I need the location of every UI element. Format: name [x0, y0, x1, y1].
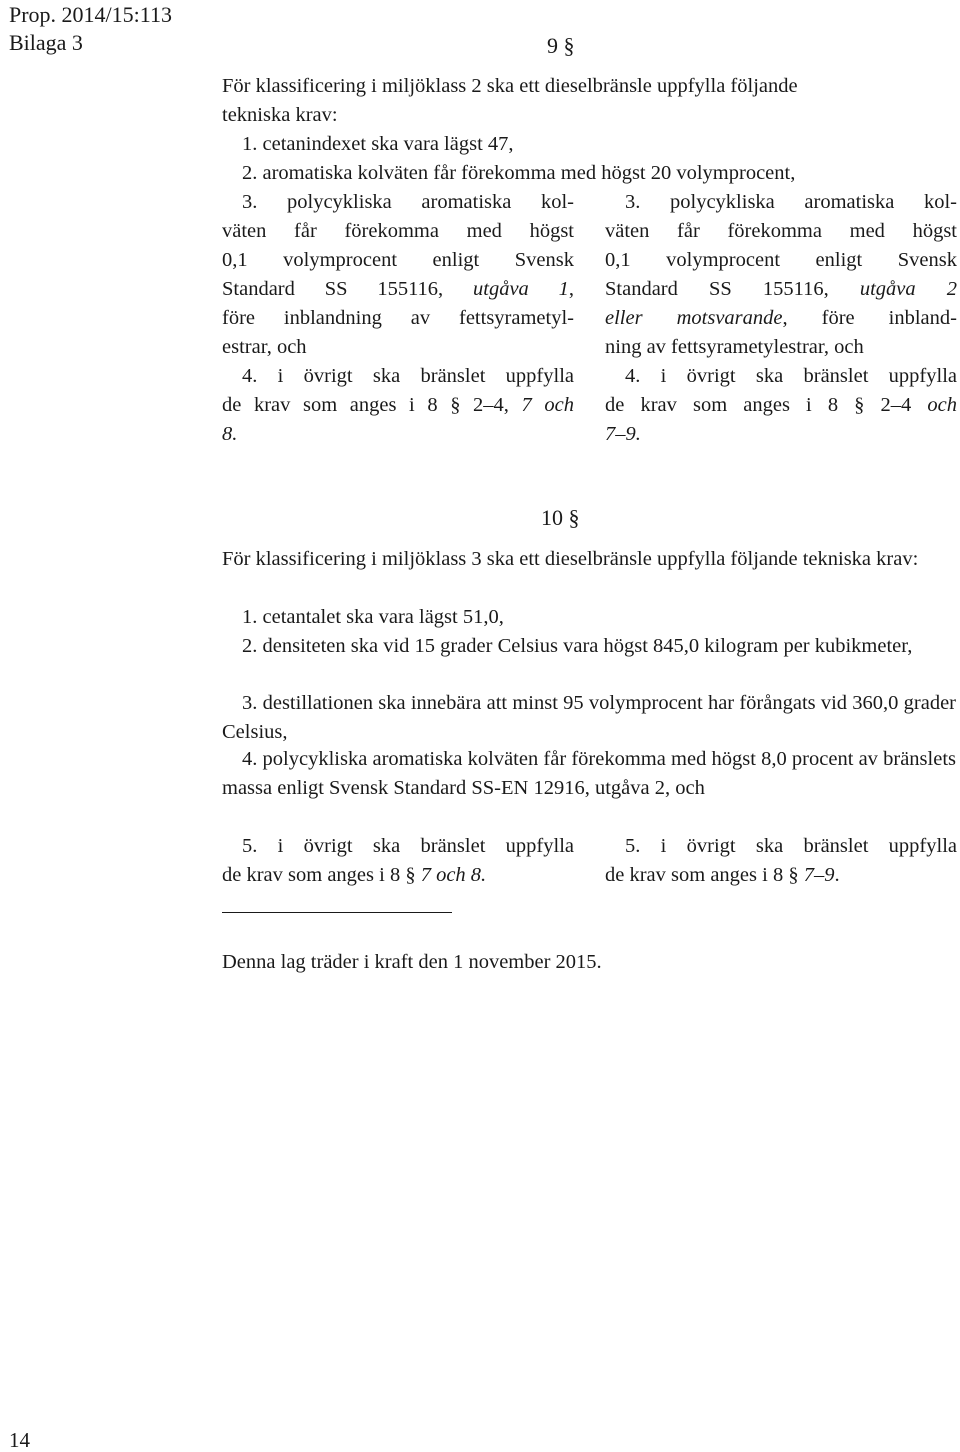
proposed-line: eller motsvarande, före inbland- — [605, 307, 957, 329]
proposed-line: 7–9. — [605, 423, 641, 445]
proposed-line: 0,1 volymprocent enligt Svensk — [605, 249, 957, 271]
section-10-intro: För klassificering i miljöklass 3 ska ett dieselbränsle uppfylla följande tekniska krav: — [222, 548, 919, 570]
page-number: 14 — [9, 1428, 30, 1452]
section-10-current-wording — [222, 832, 574, 890]
section-9-current-wording — [222, 188, 574, 449]
section-9-heading: 9 § — [547, 33, 575, 58]
entry-into-force: Denna lag träder i kraft den 1 november 2015. — [222, 951, 602, 973]
section-10-heading: 10 § — [541, 505, 580, 530]
separator-rule — [222, 912, 452, 913]
appendix-label: Bilaga 3 — [9, 30, 83, 55]
current-line: de krav som anges i 8 § 2–4, 7 och — [222, 394, 574, 416]
proposed-line: väten får förekomma med högst — [605, 220, 957, 242]
section-9-intro-line1: För klassificering i miljöklass 2 ska ett dieselbränsle uppfylla följande — [222, 75, 798, 97]
section-9-proposed-wording — [605, 188, 957, 449]
section-10-item-2: 2. densiteten ska vid 15 grader Celsius vara högst 845,0 kilogram per kubikmeter, — [242, 635, 913, 657]
proposed-line: ning av fettsyrametylestrar, och — [605, 336, 864, 358]
section-9-item-2: 2. aromatiska kolväten får förekomma med högst 20 volymprocent, — [242, 162, 796, 184]
section-9-item-1: 1. cetanindexet ska vara lägst 47, — [242, 133, 514, 155]
proposed-line: de krav som anges i 8 § 2–4 och — [605, 394, 957, 416]
current-line: Standard SS 155116, utgåva 1, — [222, 278, 574, 300]
edition-ref: utgåva 1 — [473, 278, 569, 300]
proposed-line: 3. polycykliska aromatiska kol- — [625, 191, 957, 213]
section-10-item-1: 1. cetantalet ska vara lägst 51,0, — [242, 606, 504, 628]
section-10-item-3: 3. destillationen ska innebära att minst 95 volymprocent har förångats vid 360,0 grader Celsius, — [222, 692, 956, 743]
edition-ref: utgåva 2 — [859, 278, 957, 300]
proposed-line: de krav som anges i 8 § 7–9. — [605, 864, 840, 886]
document-reference: Prop. 2014/15:113 — [9, 2, 172, 27]
current-line: de krav som anges i 8 § 7 och 8. — [222, 864, 487, 886]
current-line: 5. i övrigt ska bränslet uppfylla — [242, 835, 574, 857]
proposed-line: 4. i övrigt ska bränslet uppfylla — [625, 365, 957, 387]
current-line: 0,1 volymprocent enligt Svensk — [222, 249, 574, 271]
proposed-line: Standard SS 155116, utgåva 2 — [605, 278, 957, 300]
current-line: 4. i övrigt ska bränslet uppfylla — [242, 365, 574, 387]
proposed-line: 5. i övrigt ska bränslet uppfylla — [625, 835, 957, 857]
section-10-item-4: 4. polycykliska aromatiska kolväten får förekomma med högst 8,0 procent av bränslets massa enligt Svensk Standard SS-EN 12916, utgåva 2, och — [222, 748, 956, 799]
current-line: väten får förekomma med högst — [222, 220, 574, 242]
current-line: före inblandning av fettsyrametyl- — [222, 307, 574, 329]
current-line: estrar, och — [222, 336, 307, 358]
section-9-intro-line2: tekniska krav: — [222, 104, 338, 126]
current-line: 3. polycykliska aromatiska kol- — [242, 191, 574, 213]
current-line: 8. — [222, 423, 238, 445]
section-10-proposed-wording — [605, 832, 957, 890]
